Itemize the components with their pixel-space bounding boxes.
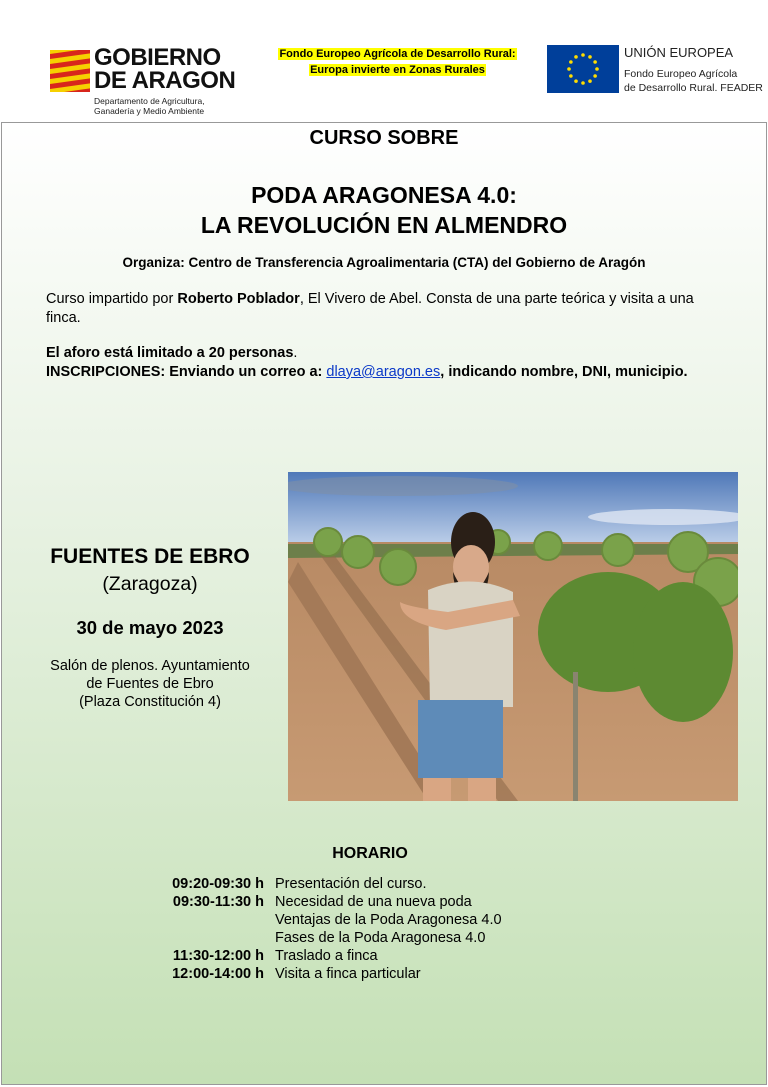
schedule-row bbox=[160, 965, 580, 983]
schedule-activity: Visita a finca particular bbox=[275, 966, 421, 982]
fund-label: Fondo Europeo Agrícola de Desarrollo Rural: Europa invierte en Zonas Rurales bbox=[279, 48, 516, 76]
eu-star-icon bbox=[593, 60, 597, 64]
eu-star-icon bbox=[593, 74, 597, 78]
course-title: PODA ARAGONESA 4.0: LA REVOLUCIÓN EN ALMENDRO bbox=[200, 182, 568, 238]
organizer: Organiza: Centro de Transferencia Agroalimentaria (CTA) del Gobierno de Aragón bbox=[122, 255, 646, 270]
eu-star-icon bbox=[581, 53, 585, 57]
schedule-heading: HORARIO bbox=[332, 845, 408, 862]
location-town: FUENTES DE EBRO bbox=[50, 545, 250, 568]
schedule-activity: Fases de la Poda Aragonesa 4.0 bbox=[275, 930, 486, 946]
course-description: Curso impartido por Roberto Poblador, El Vivero de Abel. Consta de una parte teórica y visita a una finca. bbox=[46, 291, 694, 326]
gobierno-aragon-logo bbox=[50, 46, 240, 118]
header bbox=[0, 0, 768, 122]
schedule-row bbox=[160, 893, 580, 911]
schedule-activity: Traslado a finca bbox=[275, 948, 378, 964]
schedule-row bbox=[160, 911, 580, 929]
eu-star-icon bbox=[569, 60, 573, 64]
registration-info: INSCRIPCIONES: Enviando un correo a: dlaya@aragon.es, indicando nombre, DNI, municipio. bbox=[46, 364, 688, 380]
location-region: (Zaragoza) bbox=[102, 573, 198, 595]
schedule-time bbox=[160, 929, 275, 947]
eu-star-icon bbox=[574, 55, 578, 59]
schedule-table bbox=[160, 875, 580, 983]
aragon-flag-icon bbox=[50, 50, 90, 92]
eu-title: UNIÓN EUROPEA bbox=[624, 45, 734, 60]
eu-star-icon bbox=[569, 74, 573, 78]
course-label: CURSO SOBRE bbox=[309, 127, 459, 149]
schedule-time bbox=[160, 911, 275, 929]
government-name: GOBIERNO DE ARAGON bbox=[94, 44, 236, 94]
eu-flag-icon bbox=[547, 45, 619, 93]
schedule-row bbox=[160, 947, 580, 965]
schedule-time: 11:30-12:00 h bbox=[172, 948, 264, 964]
course-date: 30 de mayo 2023 bbox=[76, 617, 224, 638]
venue-address: Salón de plenos. Ayuntamiento de Fuentes de Ebro (Plaza Constitución 4) bbox=[50, 658, 250, 710]
eu-star-icon bbox=[567, 67, 571, 71]
registration-email-link[interactable]: dlaya@aragon.es bbox=[326, 364, 441, 380]
schedule-activity: Necesidad de una nueva poda bbox=[275, 894, 472, 910]
schedule-time: 09:20-09:30 h bbox=[172, 876, 264, 892]
eu-star-icon bbox=[588, 79, 592, 83]
schedule-activity: Ventajas de la Poda Aragonesa 4.0 bbox=[275, 912, 502, 928]
eu-star-icon bbox=[574, 79, 578, 83]
schedule-row bbox=[160, 929, 580, 947]
instructor-pruning-almond-tree-photo bbox=[288, 472, 738, 801]
eu-subtitle: Fondo Europeo Agrícola de Desarrollo Rural. FEADER bbox=[624, 68, 763, 94]
schedule-time: 09:30-11:30 h bbox=[172, 894, 264, 910]
eu-star-icon bbox=[581, 81, 585, 85]
eu-star-icon bbox=[595, 67, 599, 71]
instructor-name: Roberto Poblador bbox=[177, 291, 300, 307]
department-name: Departamento de Agricultura, Ganadería y Medio Ambiente bbox=[94, 96, 205, 116]
schedule-row bbox=[160, 875, 580, 893]
schedule-activity: Presentación del curso. bbox=[275, 876, 427, 892]
capacity-notice: El aforo está limitado a 20 personas. bbox=[46, 345, 298, 361]
eu-star-icon bbox=[588, 55, 592, 59]
schedule-time: 12:00-14:00 h bbox=[172, 966, 264, 982]
